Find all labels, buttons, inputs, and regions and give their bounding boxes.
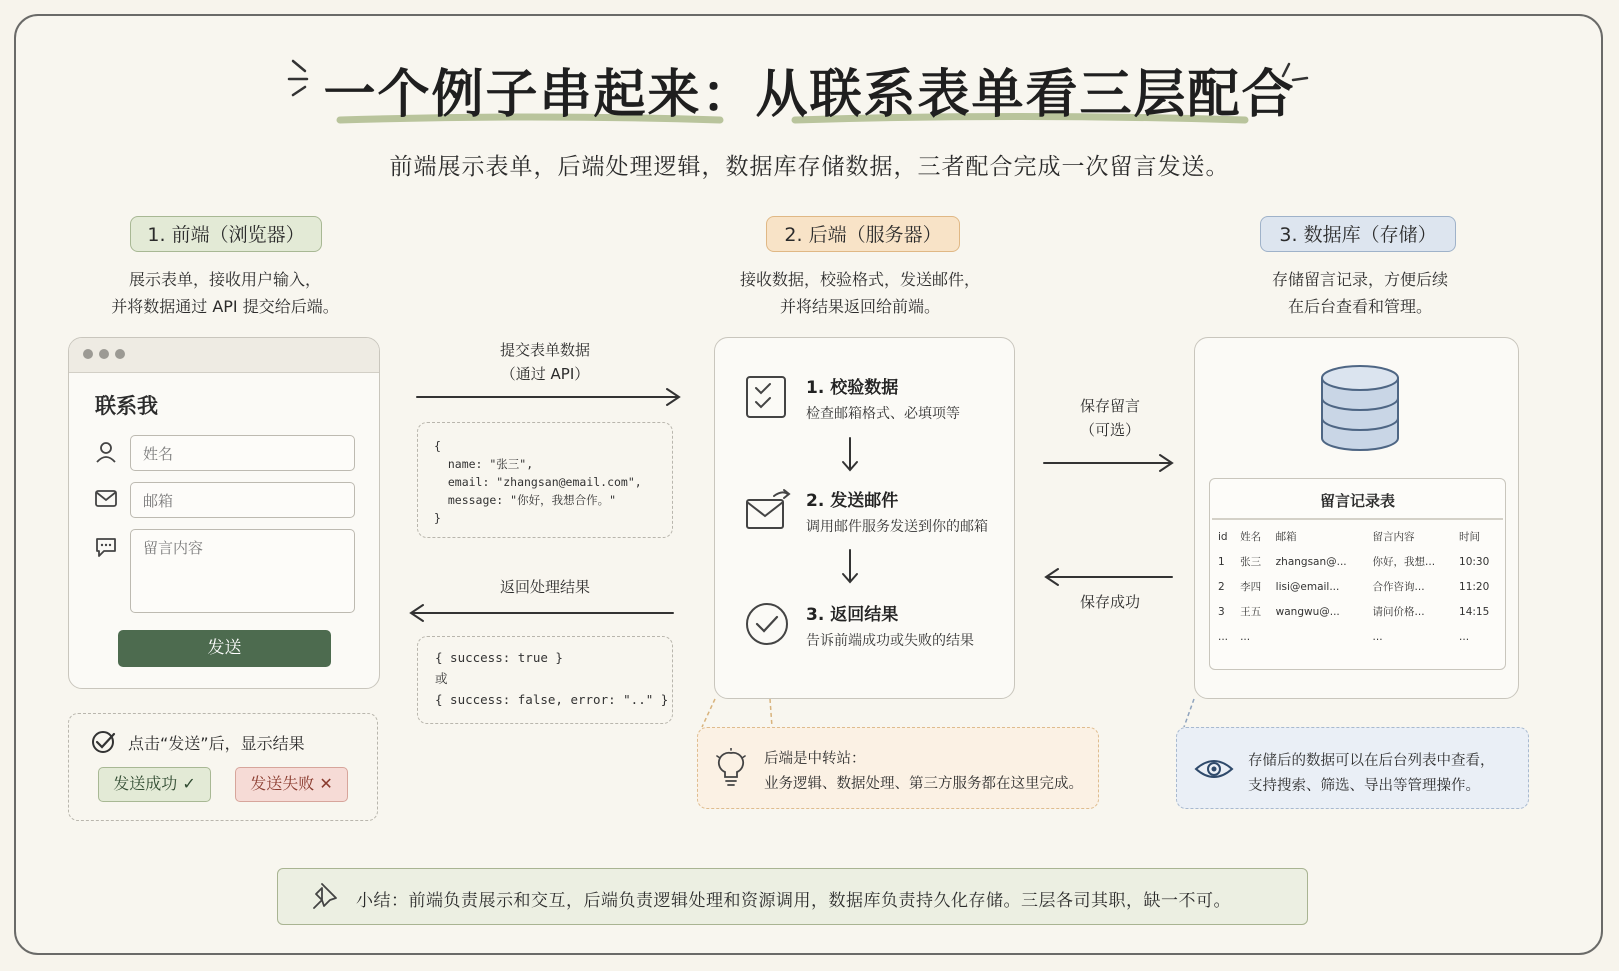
table-header: 时间 <box>1459 531 1481 543</box>
down-arrow-icon <box>838 436 862 474</box>
pin-icon <box>308 880 340 914</box>
table-header: 留言内容 <box>1372 531 1415 543</box>
callout-connector <box>700 697 790 729</box>
lightbulb-icon <box>714 748 748 788</box>
frontend-desc-line1: 展示表单，接收用户输入， <box>128 270 321 289</box>
frontend-desc-line2: 并将数据通过 API 提交给后端。 <box>111 297 339 316</box>
table-cell: 张三 <box>1240 556 1262 568</box>
send-button[interactable]: 发送 <box>118 630 331 667</box>
table-cell: 王五 <box>1240 606 1262 618</box>
eye-icon <box>1194 755 1234 783</box>
fail-badge: 发送失败 ✕ <box>235 767 348 802</box>
form-title: 联系我 <box>95 394 158 418</box>
table-cell: 合作咨询... <box>1372 581 1425 593</box>
checklist-icon <box>744 374 788 420</box>
backend-note-line1: 后端是中转站： <box>764 751 866 767</box>
callout-connector <box>1180 697 1220 729</box>
submit-label-line2: （通过 API） <box>500 365 590 383</box>
email-input[interactable]: 邮箱 <box>130 482 355 518</box>
message-textarea[interactable]: 留言内容 <box>130 529 355 613</box>
comment-icon <box>94 535 118 559</box>
database-icon <box>1318 364 1402 454</box>
table-row <box>1214 599 1502 624</box>
database-note-line2: 支持搜索、筛选、导出等管理操作。 <box>1248 778 1480 794</box>
table-cell: ... <box>1372 630 1383 643</box>
table-header: 姓名 <box>1240 531 1262 543</box>
submit-label-line1: 提交表单数据 <box>499 341 590 359</box>
table-row <box>1214 624 1502 649</box>
check-circle-icon <box>744 601 790 647</box>
backend-desc-line1: 接收数据，校验格式，发送邮件， <box>739 270 980 289</box>
table-cell: 10:30 <box>1459 555 1490 568</box>
backend-note <box>697 727 1099 809</box>
backend-note-line2: 业务逻辑、数据处理、第三方服务都在这里完成。 <box>764 776 1083 792</box>
success-badge: 发送成功 ✓ <box>98 767 211 802</box>
page-subtitle: 前端展示表单，后端处理逻辑，数据库存储数据，三者配合完成一次留言发送。 <box>389 154 1230 180</box>
table-cell: 3 <box>1218 605 1225 618</box>
mail-icon <box>94 488 118 510</box>
return-arrow <box>405 602 677 624</box>
table-divider <box>1212 518 1503 520</box>
step-3-title: 3. 返回结果 <box>806 605 899 625</box>
check-circle-icon <box>90 729 116 755</box>
table-cell: ... <box>1459 630 1470 643</box>
result-caption: 点击“发送”后，显示结果 <box>128 734 305 753</box>
page-title: 一个例子串起来：从联系表单看三层配合 <box>323 65 1296 125</box>
save-label-line2: （可选） <box>1079 421 1140 439</box>
table-row <box>1214 549 1502 574</box>
save-label <box>1040 394 1180 442</box>
window-dot-icon <box>99 349 109 359</box>
backend-desc-line2: 并将结果返回给前端。 <box>779 297 940 316</box>
table-cell: 2 <box>1218 580 1225 593</box>
saved-label: 保存成功 <box>1079 593 1140 611</box>
records-table <box>1214 524 1502 649</box>
window-dot-icon <box>83 349 93 359</box>
step-1-desc: 检查邮箱格式、必填项等 <box>806 406 960 422</box>
table-cell: wangwu@... <box>1275 605 1340 618</box>
table-row <box>1214 574 1502 599</box>
step-2-desc: 调用邮件服务发送到你的邮箱 <box>806 519 988 535</box>
response-fail: { success: false, error: ".." } <box>435 692 669 707</box>
response-or: 或 <box>435 671 448 686</box>
table-cell: ... <box>1240 630 1251 643</box>
step-3-desc: 告诉前端成功或失败的结果 <box>806 633 974 649</box>
database-note-line1: 存储后的数据可以在后台列表中查看， <box>1248 753 1495 769</box>
database-desc-line2: 在后台查看和管理。 <box>1287 297 1432 316</box>
user-icon <box>94 440 118 464</box>
table-cell: 请问价格... <box>1372 606 1425 618</box>
submit-label <box>440 338 650 386</box>
table-cell <box>1272 624 1369 649</box>
table-header-row <box>1214 524 1502 549</box>
frontend-desc <box>60 266 390 320</box>
response-success: { success: true } <box>435 650 563 665</box>
saved-arrow <box>1040 566 1176 588</box>
records-table-title: 留言记录表 <box>1319 492 1395 510</box>
step-1-title: 1. 校验数据 <box>806 378 899 398</box>
backend-desc <box>700 266 1020 320</box>
window-dot-icon <box>115 349 125 359</box>
backend-pill: 2. 后端（服务器） <box>766 216 960 252</box>
table-cell: lisi@email... <box>1275 580 1340 593</box>
table-cell: 14:15 <box>1459 605 1490 618</box>
table-cell: 你好，我想... <box>1372 556 1436 568</box>
name-input[interactable]: 姓名 <box>130 435 355 471</box>
save-arrow <box>1042 452 1178 474</box>
send-mail-icon <box>744 488 792 532</box>
table-cell: 李四 <box>1240 581 1262 593</box>
database-pill: 3. 数据库（存储） <box>1260 216 1456 252</box>
table-cell: zhangsan@... <box>1275 555 1347 568</box>
return-label: 返回处理结果 <box>499 578 590 596</box>
save-label-line1: 保存留言 <box>1079 397 1140 415</box>
summary-text: 小结：前端负责展示和交互，后端负责逻辑处理和资源调用，数据库负责持久化存储。三层各司其职，缺一不可。 <box>356 891 1231 911</box>
table-cell: 11:20 <box>1459 580 1490 593</box>
database-desc-line1: 存储留言记录，方便后续 <box>1271 270 1448 289</box>
table-cell: 1 <box>1218 555 1225 568</box>
database-desc <box>1200 266 1520 320</box>
submit-arrow <box>415 386 685 408</box>
request-json-box: { name: "张三", email: "zhangsan@email.com", message: "你好，我想合作。" } <box>417 422 673 538</box>
down-arrow-icon <box>838 548 862 586</box>
table-cell: ... <box>1218 630 1229 643</box>
frontend-pill: 1. 前端（浏览器） <box>130 216 322 252</box>
table-header: 邮箱 <box>1275 531 1297 543</box>
step-2-title: 2. 发送邮件 <box>806 491 899 511</box>
table-header: id <box>1218 530 1228 543</box>
